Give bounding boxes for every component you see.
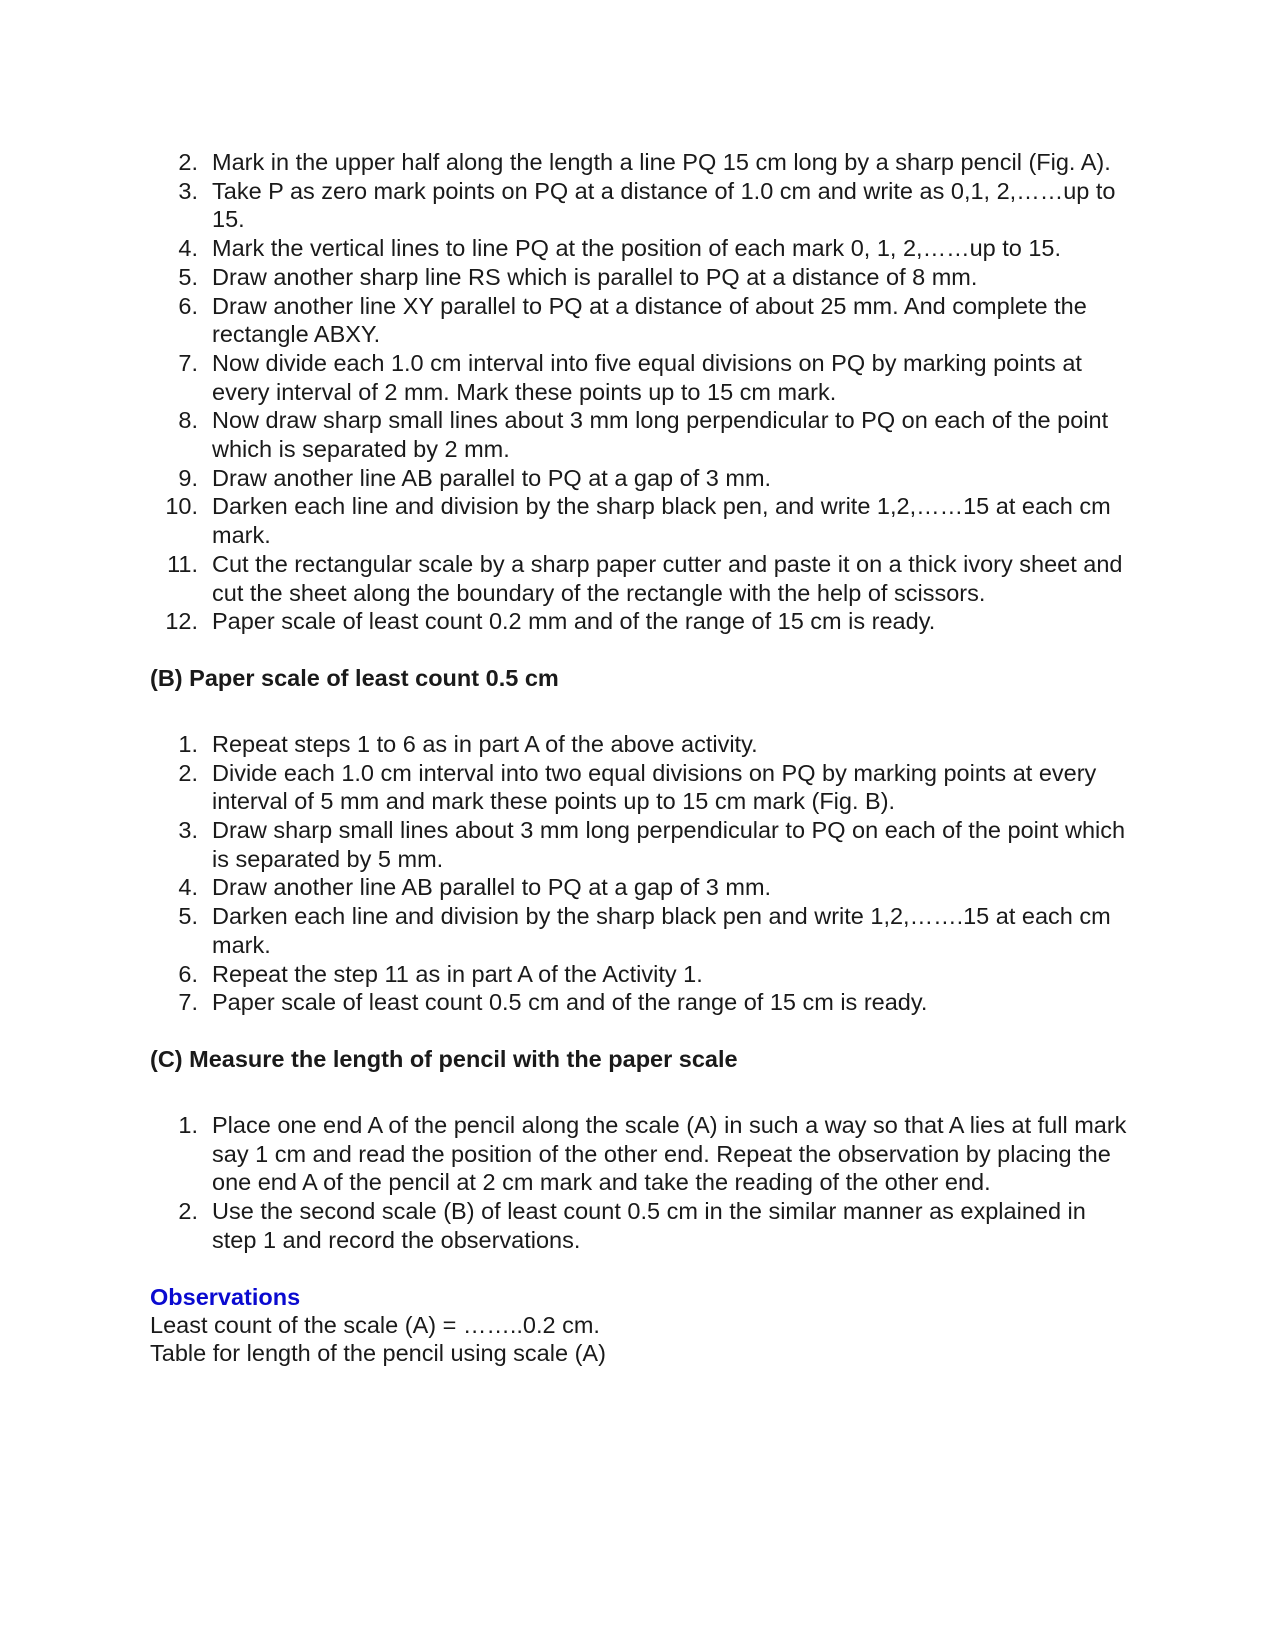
section-b-steps xyxy=(150,730,1130,1017)
observations-heading: Observations xyxy=(150,1283,301,1310)
list-item: 9. Draw another line AB parallel to PQ at a gap of 3 mm. xyxy=(178,464,772,491)
list-item: 11. Cut the rectangular scale by a sharp paper cutter and paste it on a thick ivory sheet and cut the sheet along the boundary of the rectangle with the help of scissors. xyxy=(167,550,1123,606)
list-item: 12. Paper scale of least count 0.2 mm and of the range of 15 cm is ready. xyxy=(165,608,936,635)
list-item: 2. Use the second scale (B) of least count 0.5 cm in the similar manner as explained in step 1 and record the observations. xyxy=(178,1198,1086,1253)
list-item: 1. Place one end A of the pencil along the scale (A) in such a way so that A lies at full mark say 1 cm and read the position of the other end. Repeat the observation by placing the one end A of the pencil at 2 cm mark and take the reading of the other end. xyxy=(178,1111,1127,1196)
list-item: 5. Draw another sharp line RS which is parallel to PQ at a distance of 8 mm. xyxy=(178,263,978,290)
table-caption: Table for length of the pencil using scale (A) xyxy=(150,1340,606,1367)
list-item: 8. Now draw sharp small lines about 3 mm long perpendicular to PQ on each of the point which is separated by 2 mm. xyxy=(178,407,1109,463)
list-item: 1. Repeat steps 1 to 6 as in part A of the above activity. xyxy=(178,730,758,757)
document-page xyxy=(150,148,1130,1368)
list-item: 5. Darken each line and division by the sharp black pen and write 1,2,…….15 at each cm mark. xyxy=(178,903,1111,958)
section-b-heading: (B) Paper scale of least count 0.5 cm xyxy=(150,664,559,691)
list-item: 4. Mark the vertical lines to line PQ at the position of each mark 0, 1, 2,……up to 15. xyxy=(178,235,1062,262)
list-item: 2. Divide each 1.0 cm interval into two equal divisions on PQ by marking points at every interval of 5 mm and mark these points up to 15 cm mark (Fig. B). xyxy=(178,759,1097,815)
list-item: 10. Darken each line and division by the sharp black pen, and write 1,2,……15 at each cm mark. xyxy=(165,493,1111,549)
list-item: 3. Draw sharp small lines about 3 mm long perpendicular to PQ on each of the point which is separated by 5 mm. xyxy=(178,817,1126,872)
list-item: 6. Repeat the step 11 as in part A of the Activity 1. xyxy=(178,960,703,987)
least-count-line: Least count of the scale (A) = ……..0.2 cm. xyxy=(150,1311,600,1338)
list-item: 7. Now divide each 1.0 cm interval into five equal divisions on PQ by marking points at every interval of 2 mm. Mark these points up to 15 cm mark. xyxy=(178,349,1082,405)
list-item: 6. Draw another line XY parallel to PQ at a distance of about 25 mm. And complete the rectangle ABXY. xyxy=(178,292,1087,348)
section-a-steps xyxy=(150,148,1130,636)
section-c-steps xyxy=(150,1111,1130,1255)
list-item: 4. Draw another line AB parallel to PQ at a gap of 3 mm. xyxy=(178,874,772,901)
section-c-heading: (C) Measure the length of pencil with the paper scale xyxy=(150,1045,738,1072)
list-item: 2. Mark in the upper half along the length a line PQ 15 cm long by a sharp pencil (Fig. A). xyxy=(178,149,1111,175)
list-item: 3. Take P as zero mark points on PQ at a distance of 1.0 cm and write as 0,1, 2,……up to 15. xyxy=(178,177,1116,233)
list-item: 7. Paper scale of least count 0.5 cm and of the range of 15 cm is ready. xyxy=(178,989,928,1016)
